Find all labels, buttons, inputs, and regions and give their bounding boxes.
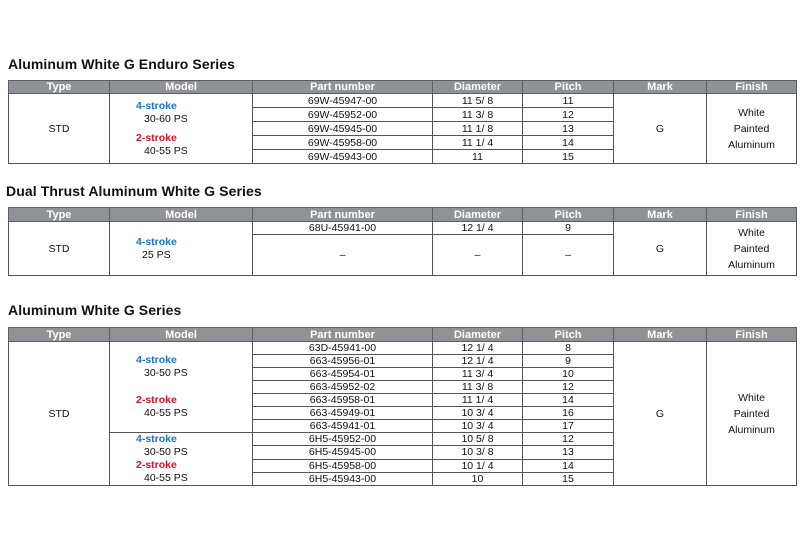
section1-title: Aluminum White G Enduro Series (8, 56, 236, 72)
table-row (9, 342, 797, 355)
header-finish: Finish (707, 81, 797, 94)
pitch-cell: 12 (523, 381, 614, 394)
diameter-cell: 10 3/ 4 (433, 420, 523, 433)
header-part-number: Part number (253, 328, 433, 342)
diameter-cell: 11 1/ 4 (433, 136, 523, 150)
header-pitch: Pitch (523, 81, 614, 94)
part-number-cell: 69W-45945-00 (253, 122, 433, 136)
part-number-cell: 663-45941-01 (253, 420, 433, 433)
pitch-cell: – (523, 235, 614, 276)
finish-cell (707, 222, 797, 276)
finish-line-2: Painted (733, 122, 770, 135)
stroke-4-label: 4-stroke (136, 99, 177, 112)
model-cell (110, 222, 253, 276)
header-type: Type (9, 208, 110, 222)
header-model: Model (110, 328, 253, 342)
pitch-cell: 13 (523, 122, 614, 136)
model-cell (110, 433, 253, 486)
finish-cell (707, 94, 797, 164)
header-diameter: Diameter (433, 328, 523, 342)
stroke-2-ps: 40-55 PS (144, 144, 188, 157)
stroke-2-ps: 40-55 PS (144, 472, 188, 484)
model-cell (110, 94, 253, 164)
part-number-cell: 663-45952-02 (253, 381, 433, 394)
finish-cell (707, 342, 797, 486)
diameter-cell: 10 1/ 4 (433, 459, 523, 472)
part-number-cell: 663-45958-01 (253, 394, 433, 407)
table-row (9, 94, 797, 108)
header-mark: Mark (614, 208, 707, 222)
part-number-cell: 6H5-45943-00 (253, 472, 433, 485)
diameter-cell: 12 1/ 4 (433, 355, 523, 368)
model-cell (110, 342, 253, 433)
stroke-4-ps: 25 PS (142, 248, 171, 261)
stroke-4-ps: 30-50 PS (144, 367, 188, 379)
diameter-cell: 11 1/ 8 (433, 122, 523, 136)
header-type: Type (9, 81, 110, 94)
part-number-cell: 663-45949-01 (253, 407, 433, 420)
part-number-cell: 6H5-45945-00 (253, 446, 433, 459)
diameter-cell: 11 5/ 8 (433, 94, 523, 108)
diameter-cell: 11 3/ 8 (433, 381, 523, 394)
pitch-cell: 16 (523, 407, 614, 420)
header-part-number: Part number (253, 81, 433, 94)
diameter-cell: 11 3/ 4 (433, 368, 523, 381)
header-model: Model (110, 81, 253, 94)
part-number-cell: 69W-45952-00 (253, 108, 433, 122)
mark-cell: G (614, 222, 707, 276)
diameter-cell: 10 (433, 472, 523, 485)
header-finish: Finish (707, 328, 797, 342)
finish-line-3: Aluminum (728, 423, 775, 436)
diameter-cell: 10 5/ 8 (433, 433, 523, 446)
part-number-cell: 69W-45958-00 (253, 136, 433, 150)
part-number-cell: 663-45954-01 (253, 368, 433, 381)
diameter-cell: 10 3/ 8 (433, 446, 523, 459)
diameter-cell: 12 1/ 4 (433, 222, 523, 235)
pitch-cell: 10 (523, 368, 614, 381)
pitch-cell: 15 (523, 150, 614, 164)
type-cell: STD (9, 222, 110, 276)
header-diameter: Diameter (433, 81, 523, 94)
header-pitch: Pitch (523, 208, 614, 222)
part-number-cell: 663-45956-01 (253, 355, 433, 368)
pitch-cell: 17 (523, 420, 614, 433)
pitch-cell: 8 (523, 342, 614, 355)
stroke-2-label: 2-stroke (136, 394, 177, 406)
stroke-4-label: 4-stroke (136, 235, 177, 248)
stroke-4-label: 4-stroke (136, 433, 177, 445)
diameter-cell: – (433, 235, 523, 276)
stroke-2-label: 2-stroke (136, 459, 177, 471)
section2-title: Dual Thrust Aluminum White G Series (6, 183, 262, 199)
section3-table (8, 327, 797, 486)
diameter-cell: 11 (433, 150, 523, 164)
pitch-cell: 14 (523, 459, 614, 472)
part-number-cell: 68U-45941-00 (253, 222, 433, 235)
stroke-2-ps: 40-55 PS (144, 407, 188, 419)
finish-line-2: Painted (733, 242, 770, 255)
section1-table (8, 80, 797, 164)
header-pitch: Pitch (523, 328, 614, 342)
finish-line-3: Aluminum (728, 138, 775, 151)
stroke-4-ps: 30-50 PS (144, 446, 188, 458)
part-number-cell: 69W-45943-00 (253, 150, 433, 164)
mark-cell: G (614, 342, 707, 486)
finish-line-1: White (738, 106, 765, 119)
part-number-cell: 6H5-45958-00 (253, 459, 433, 472)
header-part-number: Part number (253, 208, 433, 222)
diameter-cell: 10 3/ 4 (433, 407, 523, 420)
section2-table (8, 207, 797, 276)
stroke-4-ps: 30-60 PS (144, 112, 188, 125)
stroke-4-label: 4-stroke (136, 354, 177, 366)
pitch-cell: 13 (523, 446, 614, 459)
type-cell: STD (9, 94, 110, 164)
finish-line-1: White (738, 226, 765, 239)
part-number-cell: – (253, 235, 433, 276)
header-type: Type (9, 328, 110, 342)
pitch-cell: 15 (523, 472, 614, 485)
table-row (9, 222, 797, 235)
part-number-cell: 63D-45941-00 (253, 342, 433, 355)
diameter-cell: 12 1/ 4 (433, 342, 523, 355)
pitch-cell: 12 (523, 433, 614, 446)
part-number-cell: 69W-45947-00 (253, 94, 433, 108)
type-cell: STD (9, 342, 110, 486)
pitch-cell: 14 (523, 394, 614, 407)
pitch-cell: 9 (523, 355, 614, 368)
finish-line-1: White (738, 391, 765, 404)
pitch-cell: 9 (523, 222, 614, 235)
part-number-cell: 6H5-45952-00 (253, 433, 433, 446)
stroke-2-label: 2-stroke (136, 131, 177, 144)
header-diameter: Diameter (433, 208, 523, 222)
header-mark: Mark (614, 81, 707, 94)
finish-line-3: Aluminum (728, 258, 775, 271)
pitch-cell: 11 (523, 94, 614, 108)
diameter-cell: 11 3/ 8 (433, 108, 523, 122)
pitch-cell: 14 (523, 136, 614, 150)
header-model: Model (110, 208, 253, 222)
section3-title: Aluminum White G Series (8, 302, 182, 318)
mark-cell: G (614, 94, 707, 164)
diameter-cell: 11 1/ 4 (433, 394, 523, 407)
header-finish: Finish (707, 208, 797, 222)
header-mark: Mark (614, 328, 707, 342)
finish-line-2: Painted (733, 407, 770, 420)
pitch-cell: 12 (523, 108, 614, 122)
